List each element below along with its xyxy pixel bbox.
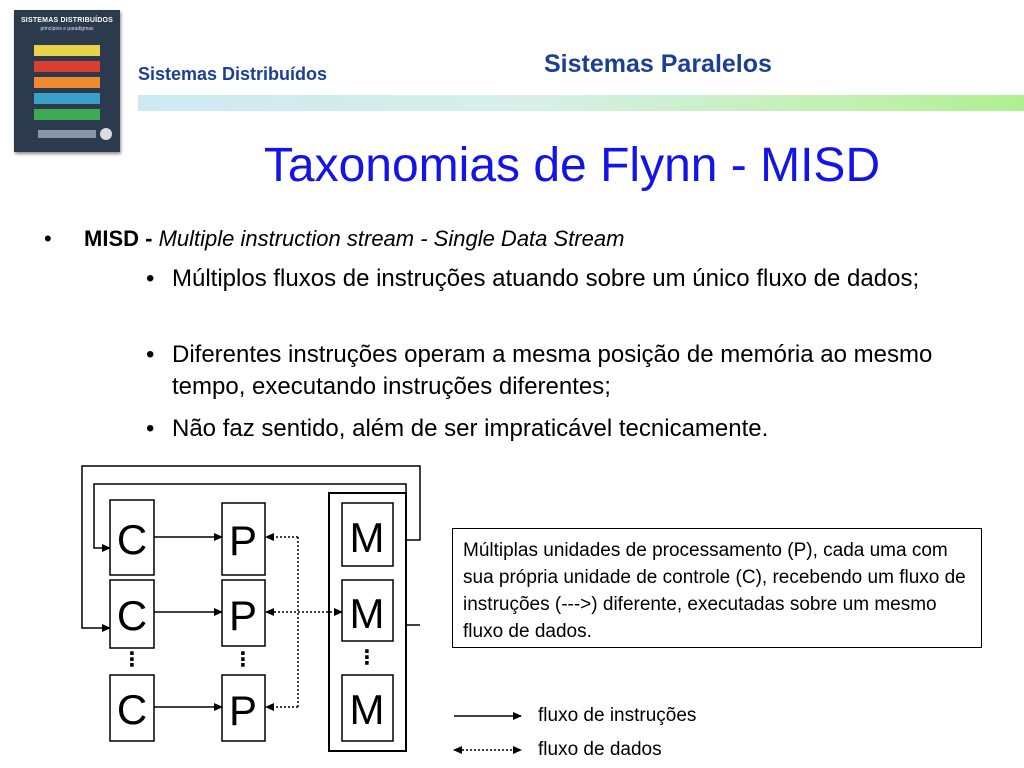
- bullet-dot: •: [146, 341, 155, 368]
- control-label: C: [116, 686, 148, 733]
- bullet-dot: •: [44, 226, 52, 251]
- sub-bullet-text: Diferentes instruções operam a mesma posição de memória ao mesmo tempo, executando instruções diferentes;: [172, 341, 933, 400]
- ellipsis-icon: ⋮: [122, 647, 142, 671]
- control-label: C: [116, 592, 148, 639]
- description-box: Múltiplas unidades de processamento (P), cada uma com sua própria unidade de controle (C), recebendo um fluxo de instruções (--->) diferente, executadas sobre um mesmo fluxo de dados.: [452, 528, 982, 648]
- legend-instruction-label: fluxo de instruções: [538, 705, 697, 726]
- book-subtitle: princípios e paradigmas: [40, 26, 94, 32]
- control-label: C: [116, 516, 148, 563]
- processor-label: P: [228, 517, 258, 564]
- memory-label: M: [349, 514, 385, 561]
- bullet-dot: •: [146, 265, 155, 292]
- bullet-dot: •: [146, 415, 155, 442]
- legend-data-label: fluxo de dados: [538, 739, 662, 760]
- processor-label: P: [228, 687, 258, 734]
- sub-bullet-text: Múltiplos fluxos de instruções atuando sobre um único fluxo de dados;: [172, 265, 920, 292]
- section-title: Sistemas Paralelos: [544, 50, 772, 78]
- bullet-term: MISD -: [84, 226, 153, 251]
- book-title: SISTEMAS DISTRIBUÍDOS: [20, 17, 114, 24]
- processor-label: P: [228, 592, 258, 639]
- bullet-definition: Multiple instruction stream - Single Data Stream: [158, 226, 625, 251]
- course-subtitle: Sistemas Distribuídos: [138, 64, 328, 84]
- ellipsis-icon: ⋮: [233, 647, 253, 671]
- memory-label: M: [349, 590, 385, 637]
- memory-label: M: [349, 686, 385, 733]
- ellipsis-icon: ⋮: [357, 645, 377, 669]
- slide-title: Taxonomias de Flynn - MISD: [263, 139, 881, 192]
- sub-bullet-text: Não faz sentido, além de ser impraticável tecnicamente.: [172, 415, 769, 442]
